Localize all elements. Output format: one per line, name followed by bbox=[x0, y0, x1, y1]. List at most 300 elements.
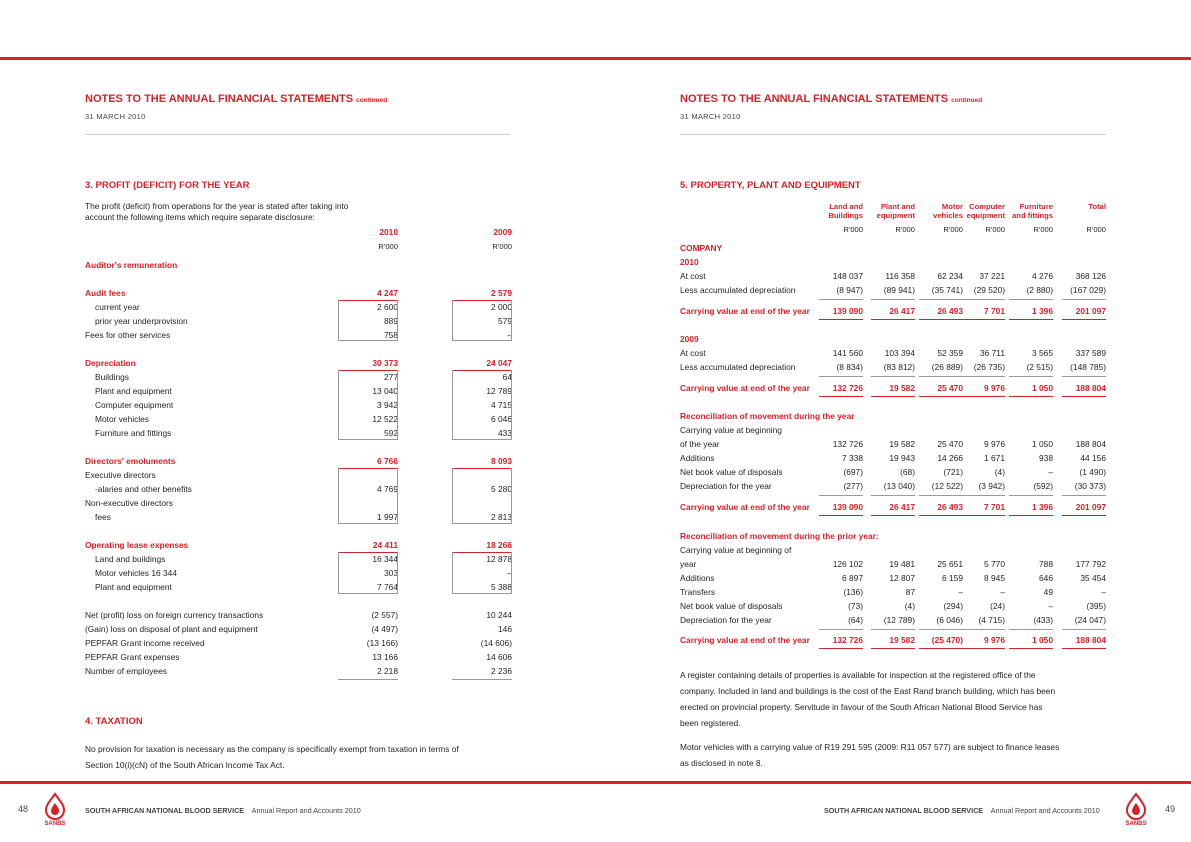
column-header-line2: and fittings bbox=[1012, 211, 1053, 220]
row-value-2010: 303 bbox=[384, 568, 398, 578]
row-value-2010: 2 600 bbox=[377, 302, 398, 312]
section3-title: 3. PROFIT (DEFICIT) FOR THE YEAR bbox=[85, 180, 250, 191]
cell-value: (697) bbox=[843, 467, 863, 477]
cell-value: (277) bbox=[843, 481, 863, 491]
ppe-note-line1: A register containing details of properties is available for inspection at the registered office of the bbox=[680, 670, 1036, 680]
logo-text-left: SANBS bbox=[44, 821, 66, 827]
cell-value: 1 050 bbox=[1032, 635, 1053, 645]
right-page-number: 49 bbox=[1165, 804, 1176, 814]
cell-value: (30 373) bbox=[1074, 481, 1106, 491]
grey-rule bbox=[919, 495, 963, 496]
column-header bbox=[1056, 202, 1106, 211]
red-underline bbox=[871, 396, 915, 397]
value-box bbox=[338, 552, 398, 594]
cell-value: 36 711 bbox=[980, 348, 1005, 358]
column-unit: R'000 bbox=[1086, 225, 1106, 234]
cell-value: 6 159 bbox=[942, 573, 963, 583]
right-header-rule bbox=[680, 134, 1106, 135]
cell-value: (167 029) bbox=[1070, 285, 1106, 295]
col-unit-2010: R'000 bbox=[378, 242, 398, 251]
cell-value: 25 651 bbox=[937, 559, 963, 569]
cell-value: 35 454 bbox=[1080, 573, 1106, 583]
row-label: Audit fees bbox=[85, 288, 126, 298]
cell-value: 87 bbox=[905, 587, 915, 597]
top-red-bar bbox=[0, 57, 1191, 60]
grey-rule bbox=[1009, 299, 1053, 300]
red-underline bbox=[919, 648, 963, 649]
cell-value: (12 789) bbox=[883, 615, 915, 625]
cell-value: – bbox=[1101, 587, 1106, 597]
row-value-2009: 433 bbox=[498, 428, 512, 438]
company-heading: COMPANY bbox=[680, 243, 723, 253]
cell-value: 1 671 bbox=[984, 453, 1005, 463]
red-underline bbox=[961, 515, 1005, 516]
row-label: Buildings bbox=[95, 372, 129, 382]
year-2009-heading: 2009 bbox=[680, 334, 699, 344]
red-underline bbox=[961, 319, 1005, 320]
row-label: Less accumulated depreciation bbox=[680, 285, 796, 295]
row-value-2009: 5 280 bbox=[491, 484, 512, 494]
ppe-note-line4: been registered. bbox=[680, 718, 741, 728]
column-header-line2: equipment bbox=[966, 211, 1005, 220]
cell-value: 337 589 bbox=[1075, 348, 1106, 358]
carry-2010-label: Carrying value at end of the year bbox=[680, 306, 810, 316]
row-label: Directors' emoluments bbox=[85, 456, 176, 466]
cell-value: 132 726 bbox=[832, 635, 863, 645]
right-footer bbox=[824, 806, 1100, 815]
cell-value: (4) bbox=[994, 467, 1005, 477]
cell-value: 49 bbox=[1043, 587, 1053, 597]
auditors-heading: Auditor's remuneration bbox=[85, 260, 178, 270]
cell-value: 938 bbox=[1039, 453, 1053, 463]
column-header-line2: equipment bbox=[876, 211, 915, 220]
grey-rule bbox=[1009, 629, 1053, 630]
cell-value: 188 804 bbox=[1075, 635, 1106, 645]
cell-value: 7 701 bbox=[984, 306, 1005, 316]
cell-value: 62 234 bbox=[937, 271, 963, 281]
row-value-2010: 4 247 bbox=[377, 288, 398, 298]
red-underline bbox=[1009, 648, 1053, 649]
row-label: Depreciation for the year bbox=[680, 481, 772, 491]
red-underline bbox=[1062, 648, 1106, 649]
column-header-line2: Buildings bbox=[828, 211, 863, 220]
left-page-title bbox=[85, 93, 387, 105]
cell-value: 188 804 bbox=[1075, 439, 1106, 449]
recon1-pre: Carrying value at beginning bbox=[680, 425, 782, 435]
red-underline bbox=[1009, 515, 1053, 516]
red-underline bbox=[919, 319, 963, 320]
blood-drop-icon bbox=[1121, 791, 1151, 821]
cell-value: (13 040) bbox=[883, 481, 915, 491]
cell-value: 126 102 bbox=[832, 559, 863, 569]
cell-value: 19 943 bbox=[889, 453, 915, 463]
row-label: current year bbox=[95, 302, 140, 312]
column-header-line1: Furniture bbox=[1019, 202, 1053, 211]
cell-value: 19 481 bbox=[889, 559, 915, 569]
row-value-2009: (14 606) bbox=[480, 638, 512, 648]
row-value-2009: 5 388 bbox=[491, 582, 512, 592]
grey-rule bbox=[819, 629, 863, 630]
section5-title: 5. PROPERTY, PLANT AND EQUIPMENT bbox=[680, 180, 861, 191]
row-value-2009: – bbox=[507, 330, 512, 340]
cell-value: (29 520) bbox=[973, 285, 1005, 295]
column-unit: R'000 bbox=[985, 225, 1005, 234]
grey-rule bbox=[961, 629, 1005, 630]
cell-value: 12 807 bbox=[889, 573, 915, 583]
total-rule bbox=[338, 679, 398, 680]
cell-value: (2 515) bbox=[1026, 362, 1053, 372]
row-value-2009: 12 789 bbox=[486, 386, 512, 396]
grey-rule bbox=[871, 299, 915, 300]
row-label: Furniture and fittings bbox=[95, 428, 172, 438]
cell-value: 26 493 bbox=[937, 306, 963, 316]
total-rule bbox=[452, 679, 512, 680]
ppe-note bbox=[680, 667, 1055, 731]
cell-value: (433) bbox=[1033, 615, 1053, 625]
left-footer-org: SOUTH AFRICAN NATIONAL BLOOD SERVICE bbox=[85, 806, 245, 815]
cell-value: 1 050 bbox=[1032, 383, 1053, 393]
row-value-2010: 24 411 bbox=[372, 540, 398, 550]
cell-value: (89 941) bbox=[883, 285, 915, 295]
grey-rule bbox=[871, 495, 915, 496]
column-header-line1: Motor bbox=[941, 202, 963, 211]
recon1-title: Reconciliation of movement during the year bbox=[680, 411, 855, 421]
row-value-2009: 2 813 bbox=[491, 512, 512, 522]
row-value-2009: 8 093 bbox=[491, 456, 512, 466]
cell-value: (148 785) bbox=[1070, 362, 1106, 372]
cell-value: 177 792 bbox=[1075, 559, 1106, 569]
cell-value: 14 266 bbox=[937, 453, 963, 463]
cell-value: 201 097 bbox=[1075, 502, 1106, 512]
cell-value: (68) bbox=[900, 467, 915, 477]
row-label: (Gain) loss on disposal of plant and equipment bbox=[85, 624, 258, 634]
row-value-2010: 592 bbox=[384, 428, 398, 438]
recon2-title: Reconciliation of movement during the prior year: bbox=[680, 531, 879, 541]
section4-text-line2: Section 10(i)(cN) of the South African Income Tax Act. bbox=[85, 760, 285, 770]
cell-value: 26 493 bbox=[937, 502, 963, 512]
row-label: Depreciation bbox=[85, 358, 136, 368]
row-label: PEPFAR Grant expenses bbox=[85, 652, 180, 662]
left-title-text: NOTES TO THE ANNUAL FINANCIAL STATEMENTS bbox=[85, 93, 354, 105]
grey-rule bbox=[919, 629, 963, 630]
cell-value: 44 156 bbox=[1080, 453, 1106, 463]
row-label: Motor vehicles 16 344 bbox=[95, 568, 177, 578]
value-box bbox=[452, 552, 512, 594]
right-footer-report: Annual Report and Accounts 2010 bbox=[990, 806, 1100, 815]
red-underline bbox=[1009, 319, 1053, 320]
recon1-carry-label: Carrying value at end of the year bbox=[680, 502, 810, 512]
red-underline bbox=[1062, 396, 1106, 397]
cell-value: (73) bbox=[848, 601, 863, 611]
row-label: Executive directors bbox=[85, 470, 156, 480]
blood-drop-icon bbox=[40, 791, 70, 821]
row-value-2009: 24 047 bbox=[486, 358, 512, 368]
left-footer-report: Annual Report and Accounts 2010 bbox=[251, 806, 361, 815]
section3-intro-line1: The profit (deficit) from operations for the year is stated after taking into bbox=[85, 201, 349, 211]
cell-value: 9 976 bbox=[984, 383, 1005, 393]
column-header-line2: Total bbox=[1088, 202, 1106, 211]
cell-value: 25 470 bbox=[937, 439, 963, 449]
cell-value: 25 470 bbox=[937, 383, 963, 393]
col-year-2010: 2010 bbox=[379, 227, 398, 237]
cell-value: 148 037 bbox=[832, 271, 863, 281]
grey-rule bbox=[919, 376, 963, 377]
cell-value: (3 942) bbox=[978, 481, 1005, 491]
red-underline bbox=[819, 648, 863, 649]
cell-value: (4) bbox=[904, 601, 915, 611]
cell-value: (294) bbox=[943, 601, 963, 611]
grey-rule bbox=[819, 495, 863, 496]
row-label: Land and buildings bbox=[95, 554, 166, 564]
row-value-2010: 12 522 bbox=[372, 414, 398, 424]
col-year-2009: 2009 bbox=[493, 227, 512, 237]
red-underline bbox=[919, 396, 963, 397]
ppe-note-line3: erected on provincial property. Servitude in favour of the South African National Blood Service has bbox=[680, 702, 1043, 712]
red-underline bbox=[961, 648, 1005, 649]
row-value-2010: (4 497) bbox=[371, 624, 398, 634]
cell-value: 7 338 bbox=[842, 453, 863, 463]
sanbs-logo-left bbox=[40, 791, 70, 831]
left-date: 31 MARCH 2010 bbox=[85, 112, 146, 121]
row-label: Motor vehicles bbox=[95, 414, 149, 424]
cell-value: 1 396 bbox=[1032, 306, 1053, 316]
col-unit-2009: R'000 bbox=[492, 242, 512, 251]
cell-value: 6 897 bbox=[842, 573, 863, 583]
row-value-2010: (13 166) bbox=[366, 638, 398, 648]
row-value-2010: 13 040 bbox=[372, 386, 398, 396]
column-header-line1: Land and bbox=[829, 202, 863, 211]
year-2010-heading: 2010 bbox=[680, 257, 699, 267]
value-box bbox=[338, 370, 398, 440]
grey-rule bbox=[1062, 299, 1106, 300]
column-unit: R'000 bbox=[843, 225, 863, 234]
row-value-2009: 6 046 bbox=[491, 414, 512, 424]
row-value-2010: (2 557) bbox=[371, 610, 398, 620]
cell-value: 646 bbox=[1039, 573, 1053, 583]
cell-value: 9 976 bbox=[984, 439, 1005, 449]
section4-text-line1: No provision for taxation is necessary as the company is specifically exempt from taxation in terms of bbox=[85, 744, 459, 754]
right-continued: continued bbox=[951, 97, 983, 104]
row-value-2010: 6 766 bbox=[377, 456, 398, 466]
column-header bbox=[955, 202, 1005, 220]
cell-value: – bbox=[958, 587, 963, 597]
row-value-2009: 146 bbox=[498, 624, 512, 634]
row-value-2010: 889 bbox=[384, 316, 398, 326]
right-page-title bbox=[680, 93, 982, 105]
section4-text bbox=[85, 741, 459, 773]
cell-value: (24 047) bbox=[1074, 615, 1106, 625]
cell-value: 8 945 bbox=[984, 573, 1005, 583]
cell-value: 188 804 bbox=[1075, 383, 1106, 393]
row-label: Computer equipment bbox=[95, 400, 174, 410]
logo-text-right: SANBS bbox=[1125, 821, 1147, 827]
cell-value: (395) bbox=[1086, 601, 1106, 611]
cell-value: (1 490) bbox=[1079, 467, 1106, 477]
cell-value: 19 582 bbox=[889, 383, 915, 393]
row-value-2010: 30 373 bbox=[372, 358, 398, 368]
cell-value: (8 834) bbox=[836, 362, 863, 372]
cell-value: 1 050 bbox=[1032, 439, 1053, 449]
row-label: fees bbox=[95, 512, 111, 522]
red-underline bbox=[871, 319, 915, 320]
row-label: Net (profit) loss on foreign currency transactions bbox=[85, 610, 264, 620]
row-label: Net book value of disposals bbox=[680, 601, 783, 611]
row-value-2010: 13 166 bbox=[372, 652, 398, 662]
row-value-2010: 16 344 bbox=[372, 554, 398, 564]
row-value-2009: 2 236 bbox=[491, 666, 512, 676]
ppe-note2-line1: Motor vehicles with a carrying value of R19 291 595 (2009: R11 057 577) are subject to finance leases bbox=[680, 742, 1060, 752]
cell-value: (26 735) bbox=[973, 362, 1005, 372]
cell-value: 141 560 bbox=[832, 348, 863, 358]
row-label: Fees for other services bbox=[85, 330, 171, 340]
grey-rule bbox=[1062, 376, 1106, 377]
cell-value: 788 bbox=[1039, 559, 1053, 569]
row-value-2010: 4 769 bbox=[377, 484, 398, 494]
cell-value: 37 221 bbox=[979, 271, 1005, 281]
cell-value: (26 889) bbox=[931, 362, 963, 372]
row-value-2009: 12 878 bbox=[486, 554, 512, 564]
row-label: of the year bbox=[680, 439, 720, 449]
grey-rule bbox=[1009, 495, 1053, 496]
column-header bbox=[865, 202, 915, 220]
column-unit: R'000 bbox=[895, 225, 915, 234]
recon2-pre: Carrying value at beginning of bbox=[680, 545, 792, 555]
cell-value: 26 417 bbox=[889, 306, 915, 316]
value-box bbox=[338, 468, 398, 524]
cell-value: (6 046) bbox=[936, 615, 963, 625]
recon2-carry-label: Carrying value at end of the year bbox=[680, 635, 810, 645]
cell-value: (721) bbox=[943, 467, 963, 477]
red-underline bbox=[819, 515, 863, 516]
column-unit: R'000 bbox=[1033, 225, 1053, 234]
column-header bbox=[813, 202, 863, 220]
cell-value: 19 582 bbox=[889, 439, 915, 449]
right-title-text: NOTES TO THE ANNUAL FINANCIAL STATEMENTS bbox=[680, 93, 949, 105]
cell-value: 132 726 bbox=[832, 383, 863, 393]
cell-value: (64) bbox=[848, 615, 863, 625]
cell-value: (2 880) bbox=[1026, 285, 1053, 295]
value-box bbox=[452, 370, 512, 440]
cell-value: (4 715) bbox=[978, 615, 1005, 625]
section3-intro-line2: account the following items which require separate disclosure: bbox=[85, 212, 315, 222]
row-label: Plant and equipment bbox=[95, 386, 172, 396]
grey-rule bbox=[961, 299, 1005, 300]
row-label: Number of employees bbox=[85, 666, 167, 676]
row-label: PEPFAR Grant income received bbox=[85, 638, 205, 648]
column-header-line2: vehicles bbox=[933, 211, 963, 220]
cell-value: (12 522) bbox=[931, 481, 963, 491]
cell-value: (25 470) bbox=[931, 635, 963, 645]
red-underline bbox=[1062, 515, 1106, 516]
cell-value: 5 770 bbox=[984, 559, 1005, 569]
red-underline bbox=[961, 396, 1005, 397]
ppe-note-line2: company. Included in land and buildings is the cost of the East Rand branch building, which has been bbox=[680, 686, 1056, 696]
red-underline bbox=[819, 319, 863, 320]
row-label: prior year underprovision bbox=[95, 316, 188, 326]
cell-value: 52 359 bbox=[937, 348, 963, 358]
row-label: Less accumulated depreciation bbox=[680, 362, 796, 372]
cell-value: 19 582 bbox=[889, 635, 915, 645]
row-value-2009: 10 244 bbox=[486, 610, 512, 620]
row-label: At cost bbox=[680, 271, 706, 281]
grey-rule bbox=[961, 495, 1005, 496]
section3-intro bbox=[85, 201, 348, 223]
value-box bbox=[338, 300, 398, 341]
left-continued: continued bbox=[356, 97, 388, 104]
column-header-line1: Computer bbox=[969, 202, 1005, 211]
row-value-2009: 14 606 bbox=[486, 652, 512, 662]
cell-value: 3 565 bbox=[1032, 348, 1053, 358]
column-unit: R'000 bbox=[943, 225, 963, 234]
row-value-2010: 7 764 bbox=[377, 582, 398, 592]
grey-rule bbox=[961, 376, 1005, 377]
cell-value: 7 701 bbox=[984, 502, 1005, 512]
bottom-red-bar bbox=[0, 781, 1191, 784]
grey-rule bbox=[1062, 629, 1106, 630]
value-box bbox=[452, 300, 512, 341]
row-label: Depreciation for the year bbox=[680, 615, 772, 625]
red-underline bbox=[919, 515, 963, 516]
cell-value: 1 396 bbox=[1032, 502, 1053, 512]
grey-rule bbox=[819, 299, 863, 300]
row-label: Operating lease expenses bbox=[85, 540, 189, 550]
red-underline bbox=[871, 648, 915, 649]
red-underline bbox=[871, 515, 915, 516]
carry-2009-label: Carrying value at end of the year bbox=[680, 383, 810, 393]
row-label: Non-executive directors bbox=[85, 498, 173, 508]
row-value-2010: 277 bbox=[384, 372, 398, 382]
cell-value: – bbox=[1048, 601, 1053, 611]
grey-rule bbox=[919, 299, 963, 300]
cell-value: 132 726 bbox=[832, 439, 863, 449]
cell-value: (35 741) bbox=[931, 285, 963, 295]
cell-value: – bbox=[1000, 587, 1005, 597]
cell-value: 26 417 bbox=[889, 502, 915, 512]
cell-value: 103 394 bbox=[884, 348, 915, 358]
cell-value: (8 947) bbox=[836, 285, 863, 295]
red-underline bbox=[1009, 396, 1053, 397]
right-footer-org: SOUTH AFRICAN NATIONAL BLOOD SERVICE bbox=[824, 806, 984, 815]
cell-value: 116 358 bbox=[885, 271, 915, 281]
row-label: -alaries and other benefits bbox=[95, 484, 192, 494]
row-value-2010: 3 942 bbox=[377, 400, 398, 410]
cell-value: (83 812) bbox=[883, 362, 915, 372]
left-footer bbox=[85, 806, 361, 815]
row-value-2010: 2 218 bbox=[377, 666, 398, 676]
grey-rule bbox=[871, 376, 915, 377]
section4-title: 4. TAXATION bbox=[85, 716, 143, 727]
value-box bbox=[452, 468, 512, 524]
red-underline bbox=[1062, 319, 1106, 320]
left-page-number: 48 bbox=[18, 804, 29, 814]
cell-value: 9 976 bbox=[984, 635, 1005, 645]
row-label: At cost bbox=[680, 348, 706, 358]
column-header bbox=[1003, 202, 1053, 220]
row-value-2010: 1 997 bbox=[377, 512, 398, 522]
ppe-note2-line2: as disclosed in note 8. bbox=[680, 758, 763, 768]
cell-value: 139 090 bbox=[832, 306, 863, 316]
grey-rule bbox=[1062, 495, 1106, 496]
row-value-2009: – bbox=[507, 568, 512, 578]
row-value-2009: 2 000 bbox=[491, 302, 512, 312]
cell-value: (592) bbox=[1033, 481, 1053, 491]
row-label: Transfers bbox=[680, 587, 716, 597]
column-header-line1: Plant and bbox=[880, 202, 915, 211]
row-label: Additions bbox=[680, 453, 715, 463]
cell-value: 368 126 bbox=[1075, 271, 1106, 281]
row-value-2009: 579 bbox=[498, 316, 512, 326]
cell-value: 4 276 bbox=[1032, 271, 1053, 281]
